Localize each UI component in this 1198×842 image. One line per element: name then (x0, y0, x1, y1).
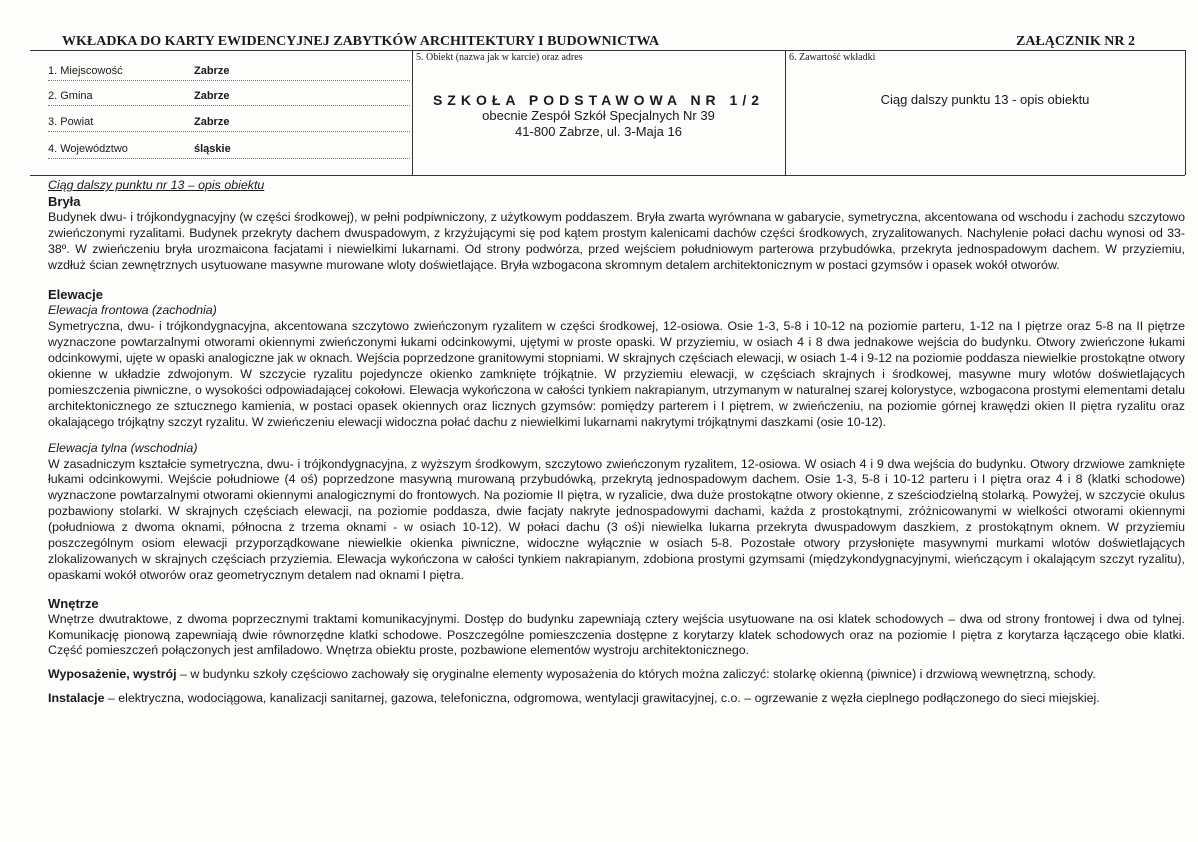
paragraph-instalacje (48, 691, 1185, 707)
text-wyposazenie: – w budynku szkoły częściowo zachowały się oryginalne elementy wyposażenia do których można zaliczyć: stolarkę okienną (piwnice) i drzwiową wewnętrzną, schody. (176, 667, 1096, 682)
divider (785, 50, 786, 175)
text-instalacje: – elektryczna, wodociągowa, kanalizacji sanitarnej, gazowa, telefoniczna, odgromowa, wentylacji grawitacyjnej, c.o. – ogrzewanie z węzła cieplnego podłączonego do sieci miejskiej. (104, 691, 1100, 706)
paragraph-wyposazenie (48, 667, 1185, 683)
paragraph-wnetrze: Wnętrze dwutraktowe, z dwoma poprzecznymi traktami komunikacyjnymi. Dostęp do budynku zapewniają cztery wejścia usytuowane na osi klatek schodowych – dwa od strony frontowej i dwa od tylnej. Komunikację pionową zapewniają dwie równorzędne klatki schodowe. Poszczególne pomieszczenia dostępne z korytarzy klatek schodowych oraz na poziomie I piętra z korytarza łączącego obie klatki. Część pomieszczeń połączonych jest amfiladowo. Wnętrza obiektu proste, pozbawione elementów wystroju architektonicznego. (48, 611, 1185, 658)
object-address: 41-800 Zabrze, ul. 3-Maja 16 (515, 124, 682, 139)
field-value: Zabrze (194, 65, 230, 77)
field-value: Zabrze (194, 90, 230, 102)
subheading-back: Elewacja tylna (wschodnia) (48, 440, 198, 455)
table-top-border (30, 50, 1185, 51)
divider (1185, 50, 1186, 175)
section-heading-wnetrze: Wnętrze (48, 595, 99, 611)
field-value: Zabrze (194, 116, 230, 128)
attachment-label: ZAŁĄCZNIK NR 2 (1016, 34, 1136, 49)
description-body (48, 178, 1185, 715)
field-label: 3. Powiat (48, 116, 94, 128)
field-label: 4. Województwo (48, 143, 128, 155)
paragraph-bryla: Budynek dwu- i trójkondygnacyjny (w części środkowej), w pełni podpiwniczony, z użytkowym poddaszem. Bryła zwarta wyrównana w gabarycie, symetryczna, akcentowana od wschodu i zachodu szczytowo zwieńczonymi ryzalitami. Budynek przekryty dachem dwuspadowym, z krzyżującymi się pod kątem prostym kalenicami dachów części środkowych, zryzalitowanych. Nachylenie połaci dachu wynosi od 33-38º. W zwieńczeniu bryła urozmaicona facjatami i niewielkimi lukarnami. Od strony podwórza, przed wejściem południowym parterowa przybudówka, przekryta jednospadowym dachem. W przyziemiu, wzdłuż ścian zewnętrznych usytuowane masywne murowane wloty doświetlające. Bryła wzbogacona skromnym detalem architektonicznym w postaci gzymsów i opasek wokół otworów. (48, 209, 1185, 272)
field-wojewodztwo (48, 134, 410, 159)
continuation-heading: Ciąg dalszy punktu nr 13 – opis obiektu (48, 178, 265, 192)
table-bottom-border (30, 175, 1185, 176)
object-label: 5. Obiekt (nazwa jak w karcie) oraz adres (416, 52, 583, 63)
paragraph-back: W zasadniczym kształcie symetryczna, dwu- i trójkondygnacyjna, z wyższym środkowym, szczytowo zwieńczonym ryzalitem, 12-osiowa. W osiach 4 i 9 dwa wejścia do budynku. Otwory drzwiowe zamknięte łukami odcinkowymi. Wejście południowe (4 oś) poprzedzone masywną murowaną przybudówką, przekrytą jednospadowym dachem. Osie 1-3, 5-8 i 10-12 parteru i I piętra oraz 4 i 8 (klatki schodowe) wyznaczone powtarzalnymi otworami okiennymi analogicznymi do frontowych. Na poziomie II piętra, w ryzalicie, dwa duże prostokątne otwory okienne, z sześciodzielną stolarką. Powyżej, w szczycie okulus pozbawiony stolarki. W skrajnych częściach elewacji, na poziomie poddasza, dwie facjaty nakryte jednospadowymi dachami, każda z prostokątnymi, zróżnicowanymi w wielkości otworami okiennymi (południowa z dwoma oknami, północna z trzema oknami - w osiach 10-12). W połaci dachu (3 oś)i niewielka lukarna przekryta dwuspadowym daszkiem, z prostokątnym oknem. W przyziemiu poszczególnym osiom elewacji przyporządkowane niewielkie okienka piwniczne, widoczne wyłącznie w osiach 5-8. Pozostałe otwory przysłonięte masywnymi murkami wlotów doświetlających zlokalizowanych w skrajnych częściach przyziemia. Elewacja wykończona w całości tynkiem nakrapianym, zdobiona prostymi gzymsami (międzykondygnacyjnymi, wieńczącym i okalającym szczyt ryzalitu), opaskami wokół otworów oraz geometrycznym detalem nad oknami I piętra. (48, 456, 1185, 582)
object-current-name: obecnie Zespół Szkół Specjalnych Nr 39 (482, 108, 715, 123)
field-label: 2. Gmina (48, 90, 93, 102)
object-name: SZKOŁA PODSTAWOWA NR 1/2 (432, 92, 765, 108)
section-heading-elewacje: Elewacje (48, 287, 103, 303)
field-powiat (48, 107, 410, 132)
paragraph-front: Symetryczna, dwu- i trójkondygnacyjna, akcentowana szczytowo zwieńczonym ryzalitem w części środkowej, 12-osiowa. Osie 1-3, 5-8 i 10-12 na poziomie parteru, 1-12 na I piętrze oraz 5-8 na II piętrze wyznaczone powtarzalnymi otworami okiennymi zwieńczonymi łukami odcinkowymi, ujętymi w proste opaski. W przyziemiu, w osiach 4 i 8 dwa jednakowe wejścia do budynku. Otwory zwieńczone łukami odcinkowymi, ujęte w opaski analogiczne jak w oknach. Wejścia poprzedzone granitowymi stopniami. W skrajnych częściach elewacji, w osiach 1-4 i 9-12 na poziomie poddasza niewielkie prostokątne otwory okienne w układzie zdwojonym. W szczycie ryzalitu pojedyncze okienko zamknięte trójkątnie. W przyziemiu elewacji, w częściach skrajnych i środkowej, masywne mury wlotów doświetlających pomieszczenia piwniczne, o wysokości odpowiadającej cokołowi. Elewacja wykończona w całości tynkiem nakrapianym, utrzymanym w naturalnej szarej kolorystyce, wzbogacona prostymi elementami detalu architektonicznego ze sztucznego kamienia, w postaci opasek okiennych oraz licznych gzymsów: pomiędzy parterem i I piętrem, w zwieńczeniu, na poziomie górnej krawędzi okien II piętra ryzalitu oraz okalającego trójkątny szczyt ryzalitu. W zwieńczeniu elewacji widoczna połać dachu z niewielkimi lukarnami nakrytymi trójkątnymi daszkami (osie 10-12). (48, 319, 1185, 429)
section-heading-bryla: Bryła (48, 193, 81, 209)
contents-label: 6. Zawartość wkładki (789, 52, 876, 63)
object-info (412, 92, 785, 140)
field-value: śląskie (194, 143, 231, 155)
field-miejscowosc (48, 56, 410, 81)
field-label: 1. Miejscowość (48, 65, 123, 77)
form-title: WKŁADKA DO KARTY EWIDENCYJNEJ ZABYTKÓW ARCHITEKTURY I BUDOWNICTWA (62, 34, 660, 49)
subheading-front: Elewacja frontowa (zachodnia) (48, 303, 217, 318)
label-wyposazenie: Wyposażenie, wystrój (48, 667, 177, 682)
label-instalacje: Instalacje (48, 691, 105, 706)
field-gmina (48, 81, 410, 106)
contents-value: Ciąg dalszy punktu 13 - opis obiektu (880, 92, 1090, 107)
